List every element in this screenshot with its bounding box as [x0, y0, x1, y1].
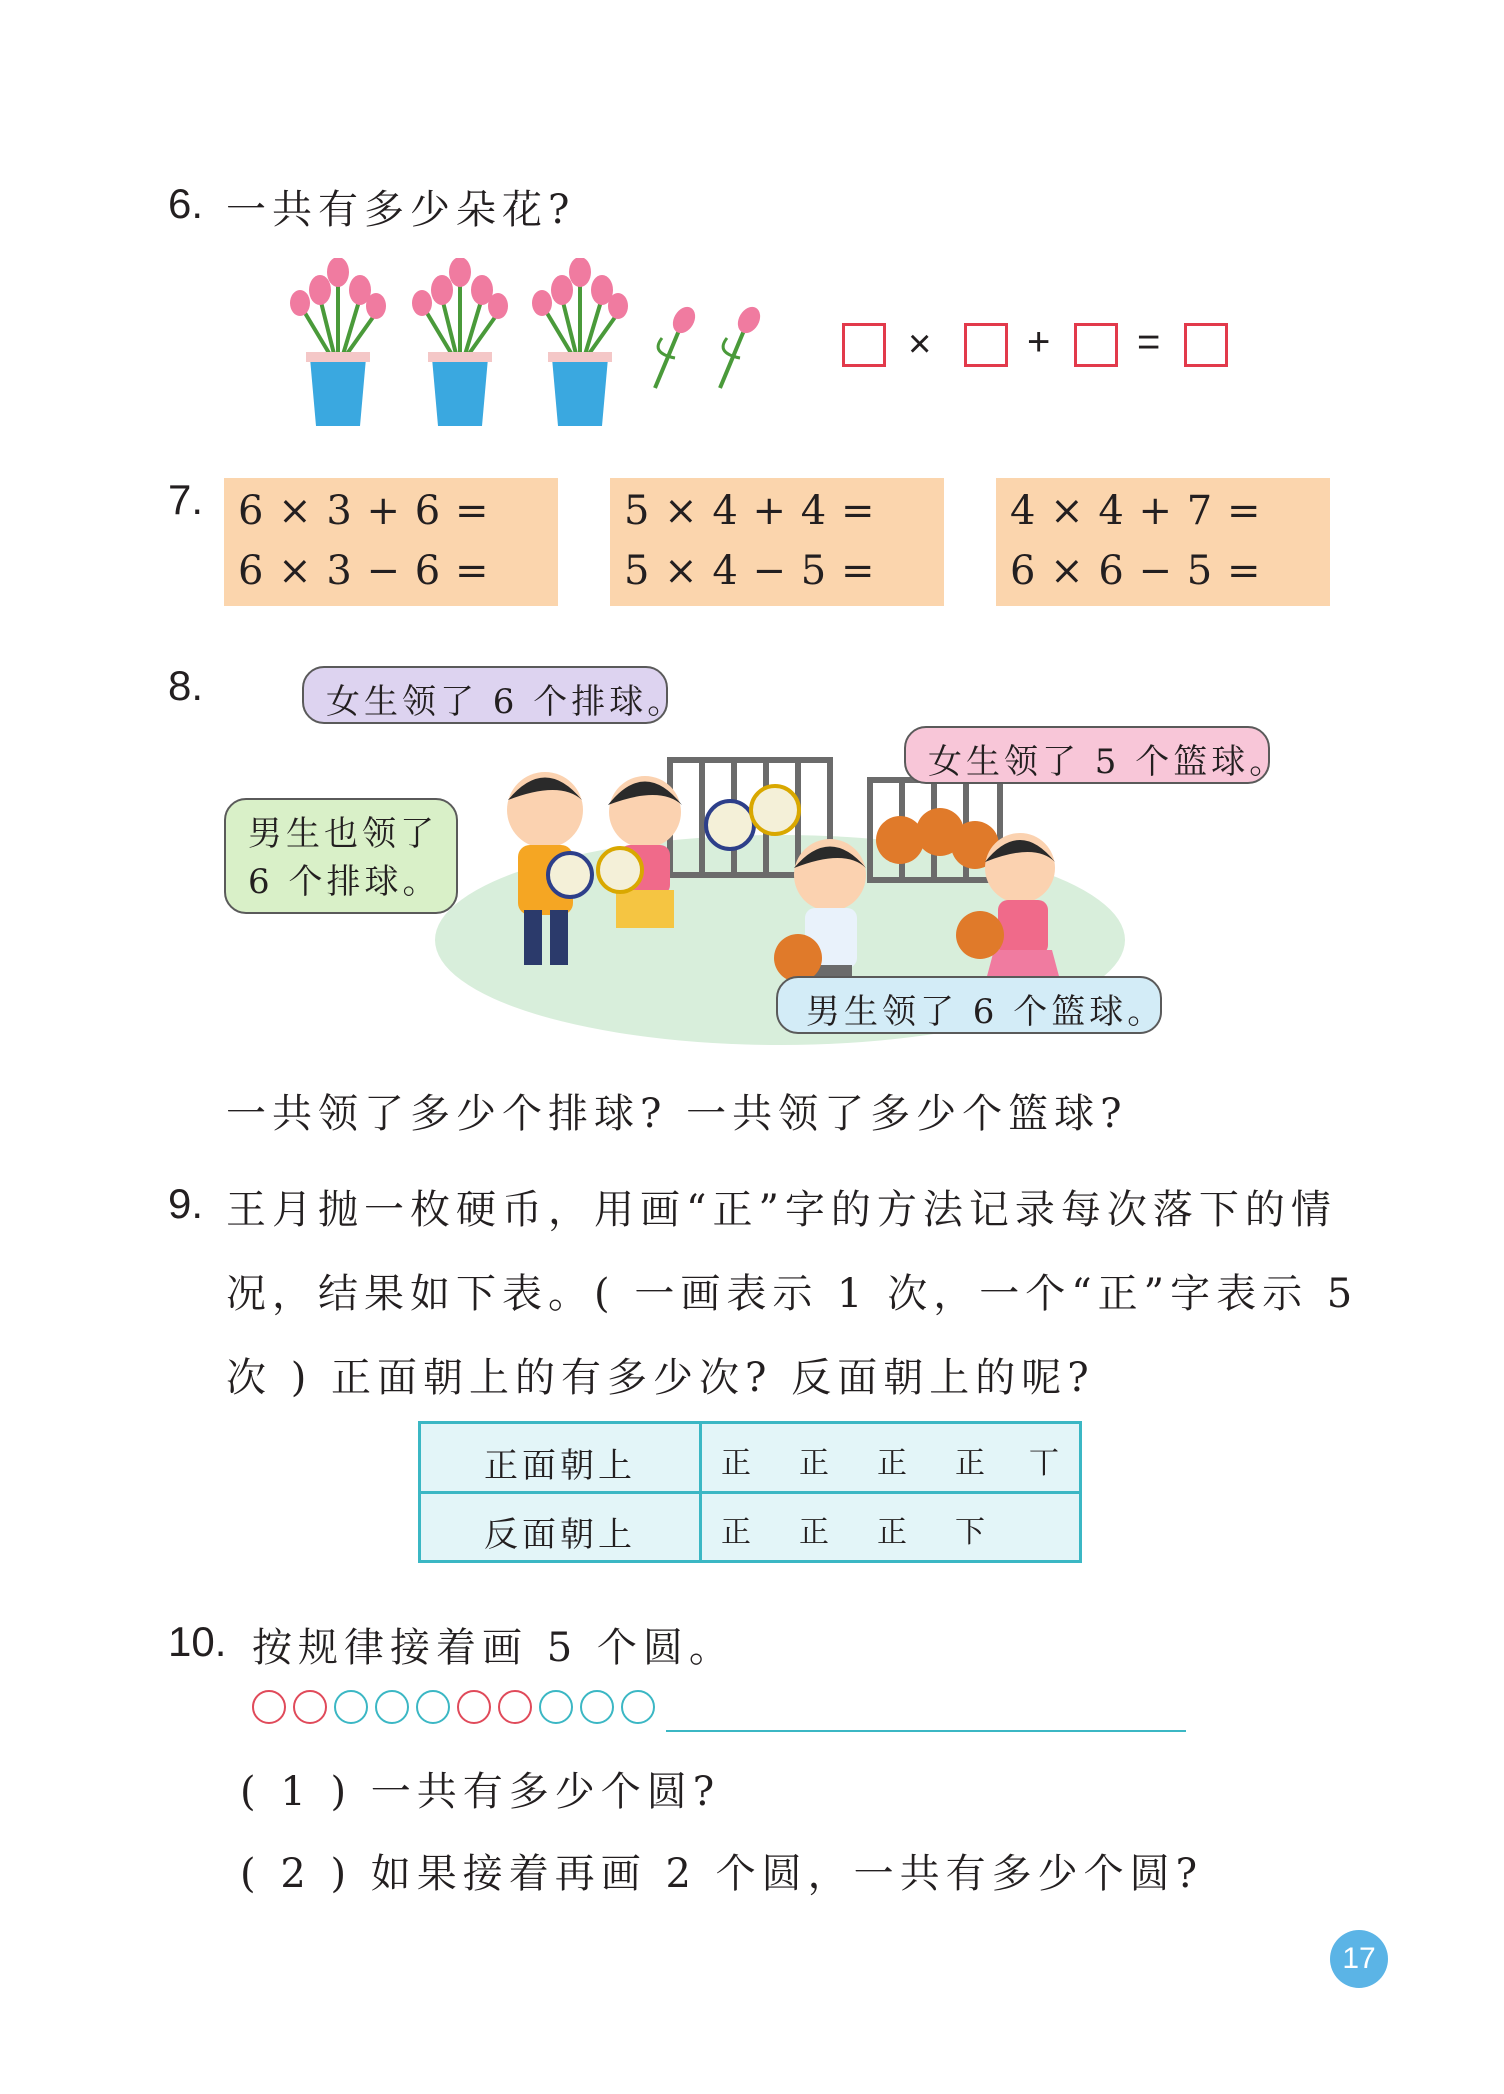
q7-number: 7. — [168, 476, 204, 523]
answer-box-1[interactable] — [842, 323, 886, 367]
row-label-tails: 反面朝上 — [484, 1515, 636, 1555]
q7-eq-1a: 6 × 3 + 6 = — [238, 488, 490, 534]
row-label-heads: 正面朝上 — [484, 1446, 636, 1486]
tally-mark: 正 — [955, 1446, 985, 1481]
q10-text: 按规律接着画 5 个圆。 — [252, 1625, 735, 1671]
tally-mark: 正 — [721, 1515, 751, 1550]
pattern-circle — [252, 1690, 286, 1724]
tulip-pot-2 — [412, 258, 508, 426]
bubble-boys-basketball: 男生领了 6 个篮球。 — [776, 976, 1162, 1034]
loose-tulips — [655, 328, 745, 388]
times-sign: × — [908, 322, 932, 366]
pattern-circle — [621, 1690, 655, 1724]
equals-sign: = — [1137, 320, 1161, 364]
q6-text: 一共有多少朵花? — [226, 187, 576, 233]
pattern-circle — [375, 1690, 409, 1724]
answer-box-4[interactable] — [1184, 323, 1228, 367]
q8-question: 一共领了多少个排球? 一共领了多少个篮球? — [226, 1091, 1128, 1137]
tally-mark: 正 — [799, 1515, 829, 1550]
q9-line-3: 次 ) 正面朝上的有多少次? 反面朝上的呢? — [226, 1355, 1095, 1401]
pattern-circle — [293, 1690, 327, 1724]
pattern-circle — [498, 1690, 532, 1724]
answer-box-3[interactable] — [1074, 323, 1118, 367]
tulip-pot-3 — [532, 258, 628, 426]
q7-box-2 — [610, 478, 944, 606]
bubble-girls-volleyball: 女生领了 6 个排球。 — [302, 666, 668, 724]
page-number-badge: 17 — [1330, 1930, 1388, 1988]
answer-line[interactable] — [666, 1730, 1186, 1732]
q8-number: 8. — [168, 662, 204, 709]
q6-number: 6. — [168, 180, 204, 227]
tally-mark: 正 — [877, 1446, 907, 1481]
q7-box-3 — [996, 478, 1330, 606]
tally-mark: 下 — [955, 1515, 985, 1550]
q7-eq-3b: 6 × 6 − 5 = — [1010, 548, 1262, 594]
q10-number: 10. — [168, 1618, 227, 1665]
table-row-heads — [421, 1424, 1079, 1493]
bubble-boys-volleyball-line2: 6 个排球。 — [248, 862, 441, 902]
pattern-circle — [539, 1690, 573, 1724]
bubble-girls-basketball: 女生领了 5 个篮球。 — [904, 726, 1270, 784]
tally-mark: 正 — [877, 1515, 907, 1550]
tulip-pot-1 — [290, 258, 386, 426]
bubble-boys-volleyball-line1: 男生也领了 — [248, 814, 438, 854]
table-row-tails — [421, 1493, 1079, 1562]
q9-line-1: 王月抛一枚硬币，用画“正”字的方法记录每次落下的情 — [226, 1187, 1337, 1233]
q7-eq-2a: 5 × 4 + 4 = — [624, 488, 876, 534]
tally-mark: 正 — [721, 1446, 751, 1481]
q7-eq-3a: 4 × 4 + 7 = — [1010, 488, 1262, 534]
pattern-circle — [580, 1690, 614, 1724]
q10-sub-1: ( 1 ) 一共有多少个圆? — [240, 1769, 721, 1815]
answer-box-2[interactable] — [964, 323, 1008, 367]
tulip-illustration — [280, 258, 780, 438]
tally-mark: 正 — [799, 1446, 829, 1481]
q7-eq-2b: 5 × 4 − 5 = — [624, 548, 876, 594]
q7-box-1 — [224, 478, 558, 606]
tally-table — [418, 1421, 1082, 1563]
pattern-circle — [416, 1690, 450, 1724]
q10-sub-2: ( 2 ) 如果接着再画 2 个圆，一共有多少个圆? — [240, 1851, 1204, 1897]
q9-number: 9. — [168, 1180, 204, 1227]
bubble-boys-volleyball — [224, 798, 458, 914]
q7-eq-1b: 6 × 3 − 6 = — [238, 548, 490, 594]
pattern-circle — [457, 1690, 491, 1724]
tally-mark: 丅 — [1029, 1446, 1059, 1481]
pattern-circle — [334, 1690, 368, 1724]
q9-line-2: 况，结果如下表。( 一画表示 1 次，一个“正”字表示 5 — [226, 1271, 1359, 1317]
plus-sign: + — [1027, 320, 1051, 364]
